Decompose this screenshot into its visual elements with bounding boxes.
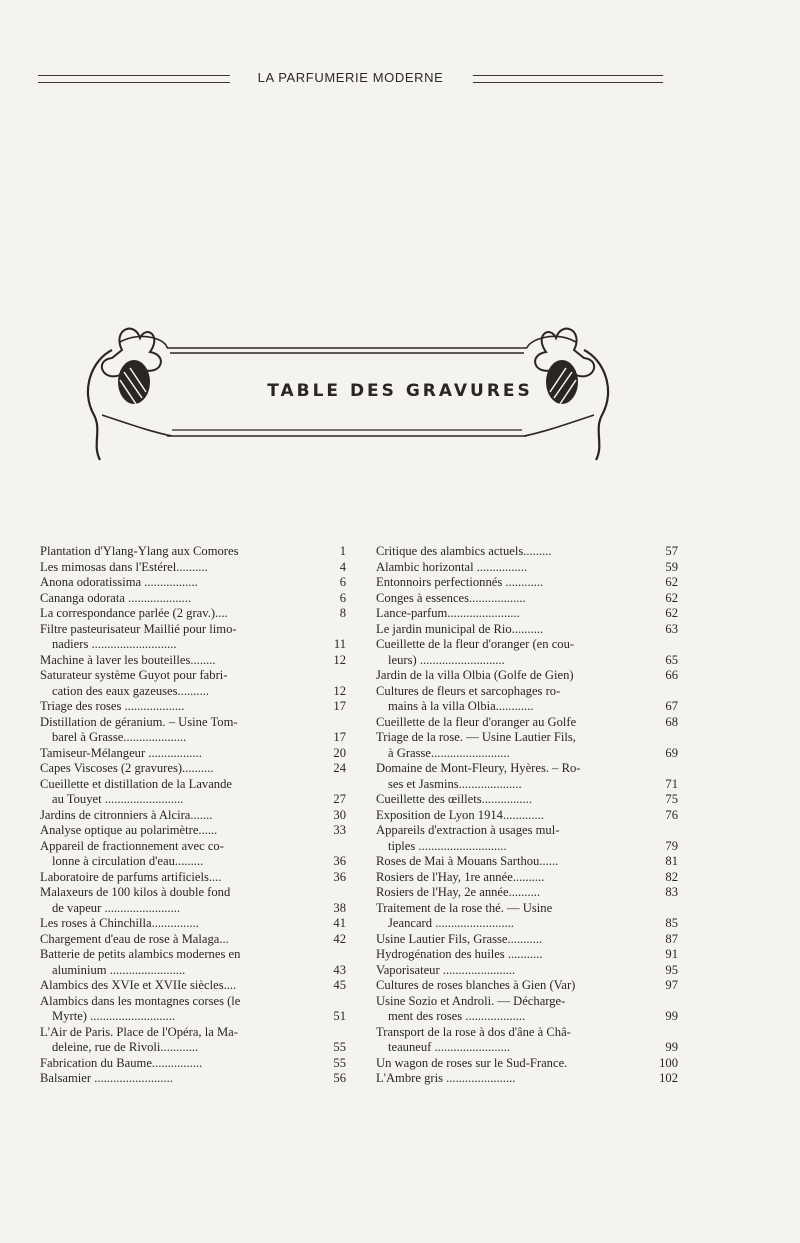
toc-entry-line: Cultures de roses blanches à Gien (Var): [376, 978, 576, 992]
toc-entry-line: Triage de la rose. — Usine Lautier Fils,: [376, 730, 576, 744]
toc-entry-page: 42: [333, 931, 346, 946]
toc-entry: [40, 994, 346, 1025]
toc-entry-page: 71: [665, 776, 678, 791]
toc-entry-title: [376, 901, 642, 932]
toc-entry-line: lonne à circulation d'eau.........: [52, 854, 204, 868]
toc-entry-page: 65: [665, 652, 678, 667]
toc-entry-page: 20: [333, 745, 346, 760]
toc-entry: [376, 715, 678, 731]
toc-entry-page: 75: [665, 792, 678, 806]
section-title: TABLE DES GRAVURES: [267, 381, 533, 401]
toc-entry: [40, 808, 346, 824]
toc-entry-line: Jardins de citronniers à Alcira.......: [40, 807, 213, 822]
toc-entry-line: Appareils d'extraction à usages mul-: [376, 823, 560, 837]
toc-entry-line: Domaine de Mont-Fleury, Hyères. – Ro-: [376, 761, 581, 775]
toc-entry-line: Conges à essences..................: [376, 590, 526, 605]
toc-entry-line: mains à la villa Olbia............: [388, 699, 534, 713]
toc-entry: [40, 653, 346, 669]
toc-entry-title: [40, 560, 310, 576]
toc-entry: [376, 575, 678, 591]
toc-entry-line: Usine Sozio et Androli. — Décharge-: [376, 993, 566, 1008]
toc-entry-title: [376, 1025, 642, 1056]
toc-entry-page: 87: [665, 931, 678, 946]
toc-entry-title: [40, 947, 310, 978]
toc-entry: [40, 1056, 346, 1072]
toc-entry-page: 24: [333, 761, 346, 775]
toc-entry: [376, 1056, 678, 1072]
toc-entry-line: Malaxeurs de 100 kilos à double fond: [40, 885, 231, 899]
toc-entry-page: 97: [665, 978, 678, 992]
toc-entry-page: 4: [339, 559, 346, 574]
toc-entry-title: [40, 916, 310, 932]
toc-entry-page: 99: [665, 1040, 678, 1054]
toc-entry-title: [40, 994, 310, 1025]
toc-entry-title: [40, 653, 310, 669]
toc-entry-page: 55: [333, 1040, 346, 1054]
toc-entry-page: 62: [665, 606, 678, 620]
toc-entry: [376, 870, 678, 886]
toc-entry-page: 55: [333, 1055, 346, 1070]
toc-entry-line: Jeancard .........................: [388, 916, 514, 930]
toc-entry-line: Tamiseur-Mélangeur .................: [40, 745, 202, 760]
toc-entry-line: Machine à laver les bouteilles........: [40, 652, 216, 667]
toc-entry-line: Saturateur système Guyot pour fabri-: [40, 668, 228, 682]
toc-entry-line: teauneuf ........................: [388, 1040, 511, 1054]
toc-entry: [40, 870, 346, 886]
toc-entry-line: Cultures de fleurs et sarcophages ro-: [376, 683, 561, 698]
toc-entry: [376, 668, 678, 684]
toc-entry: [40, 606, 346, 622]
toc-entry: [40, 1025, 346, 1056]
toc-entry-page: 63: [665, 621, 678, 636]
toc-entry-title: [376, 854, 642, 870]
toc-entry-page: 76: [665, 807, 678, 822]
toc-entry: [376, 963, 678, 979]
toc-entry-page: 36: [333, 869, 346, 884]
toc-entry-page: 66: [665, 668, 678, 682]
toc-entry-title: [40, 839, 310, 870]
toc-entry-title: [40, 777, 310, 808]
toc-entry: [40, 622, 346, 653]
toc-entry: [376, 994, 678, 1025]
running-header: [38, 70, 663, 94]
toc-entry-line: La correspondance parlée (2 grav.)....: [40, 606, 228, 620]
toc-entry: [40, 1071, 346, 1087]
toc-entry-line: Analyse optique au polarimètre......: [40, 823, 218, 837]
toc-entry-title: [40, 668, 310, 699]
toc-entry-line: Chargement d'eau de rose à Malaga...: [40, 931, 229, 946]
toc-entry-title: [376, 715, 642, 731]
toc-entry-line: Les roses à Chinchilla...............: [40, 916, 199, 930]
toc-entry-line: de vapeur ........................: [52, 900, 181, 915]
toc-entry-page: 6: [339, 590, 346, 605]
toc-entry-page: 95: [665, 962, 678, 977]
toc-entry: [40, 978, 346, 994]
toc-entry-title: [40, 808, 310, 824]
toc-entry: [376, 606, 678, 622]
toc-entry-line: Le jardin municipal de Rio..........: [376, 621, 544, 636]
toc-entry-page: 38: [333, 900, 346, 915]
toc-entry-line: Fabrication du Baume................: [40, 1055, 203, 1070]
toc-entry: [40, 699, 346, 715]
toc-entry-title: [376, 792, 642, 808]
toc-entry-line: Cueillette et distillation de la Lavande: [40, 776, 232, 791]
toc-entry: [40, 560, 346, 576]
toc-entry-line: Rosiers de l'Hay, 1re année..........: [376, 869, 545, 884]
toc-entry-title: [376, 544, 642, 560]
toc-entry-title: [376, 622, 642, 638]
toc-entry-line: Distillation de géranium. – Usine Tom-: [40, 714, 238, 729]
toc-entry-line: Un wagon de roses sur le Sud-France.: [376, 1055, 568, 1070]
toc-entry-page: 68: [665, 714, 678, 729]
toc-entry: [376, 730, 678, 761]
toc-entry-line: L'Air de Paris. Place de l'Opéra, la Ma-: [40, 1024, 238, 1039]
toc-entry: [376, 761, 678, 792]
toc-entry: [40, 746, 346, 762]
toc-entry-line: Batterie de petits alambics modernes en: [40, 947, 241, 961]
toc-entry: [40, 916, 346, 932]
toc-entry-title: [376, 668, 642, 684]
toc-entry-page: 100: [659, 1055, 678, 1070]
toc-entry-line: Transport de la rose à dos d'âne à Châ-: [376, 1024, 571, 1039]
toc-entry-page: 57: [665, 544, 678, 558]
toc-entry-line: ment des roses ...................: [388, 1009, 526, 1023]
toc-entry-line: à Grasse.........................: [388, 745, 510, 760]
toc-entry: [40, 777, 346, 808]
toc-entry: [376, 591, 678, 607]
toc-entry-page: 83: [665, 885, 678, 899]
toc-entry-line: Lance-parfum.......................: [376, 606, 520, 620]
toc-entry: [40, 885, 346, 916]
toc-entry-title: [40, 1025, 310, 1056]
toc-entry: [40, 761, 346, 777]
toc-entry: [40, 839, 346, 870]
toc-entry-title: [40, 622, 310, 653]
toc-entry-title: [376, 606, 642, 622]
toc-entry: [40, 591, 346, 607]
toc-entry-title: [376, 730, 642, 761]
toc-entry-line: nadiers ...........................: [52, 637, 177, 651]
toc-entry-title: [376, 885, 642, 901]
toc-entry-title: [376, 575, 642, 591]
toc-entry-line: Plantation d'Ylang-Ylang aux Comores: [40, 544, 239, 558]
toc-entry-line: leurs) ...........................: [388, 652, 505, 667]
toc-entry-title: [376, 947, 642, 963]
toc-entry-title: [40, 575, 310, 591]
toc-entry-title: [376, 932, 642, 948]
toc-entry-title: [40, 544, 310, 560]
toc-entry-line: Balsamier .........................: [40, 1071, 173, 1085]
toc-entry-line: Critique des alambics actuels.........: [376, 544, 552, 558]
toc-entry-line: deleine, rue de Rivoli............: [52, 1040, 199, 1054]
left-column: [40, 544, 346, 1087]
toc-entry-line: Rosiers de l'Hay, 2e année..........: [376, 885, 541, 899]
toc-entry: [40, 823, 346, 839]
toc-entry-line: Capes Viscoses (2 gravures)..........: [40, 761, 214, 775]
toc-entry-line: tiples ............................: [388, 838, 507, 853]
toc-entry-page: 43: [333, 962, 346, 977]
toc-entry-line: Cananga odorata ....................: [40, 590, 192, 605]
toc-entry: [376, 637, 678, 668]
toc-entry: [40, 932, 346, 948]
toc-entry-page: 67: [665, 699, 678, 713]
toc-entry-line: Myrte) ...........................: [52, 1009, 176, 1023]
toc-entry-line: Anona odoratissima .................: [40, 575, 198, 589]
toc-entry-page: 81: [665, 854, 678, 868]
toc-entry: [376, 885, 678, 901]
toc-entry-page: 79: [665, 838, 678, 853]
toc-entry-line: Les mimosas dans l'Estérel..........: [40, 559, 208, 574]
toc-entry: [40, 947, 346, 978]
toc-entry: [376, 792, 678, 808]
toc-entry-page: 41: [333, 916, 346, 930]
toc-entry-title: [40, 715, 310, 746]
toc-entry-title: [376, 591, 642, 607]
toc-entry-title: [376, 963, 642, 979]
toc-entry-page: 8: [339, 606, 346, 620]
toc-entry-line: Filtre pasteurisateur Maillié pour limo-: [40, 621, 237, 636]
toc-entry-page: 33: [333, 823, 346, 837]
toc-entry-page: 1: [339, 544, 346, 558]
toc-entry-page: 91: [665, 947, 678, 961]
toc-entry: [376, 932, 678, 948]
toc-entry: [376, 808, 678, 824]
toc-entry-page: 56: [333, 1071, 346, 1085]
toc-entry-line: Roses de Mai à Mouans Sarthou......: [376, 854, 559, 868]
toc-entry: [376, 823, 678, 854]
toc-entry-line: Laboratoire de parfums artificiels....: [40, 869, 222, 884]
toc-entry-page: 85: [665, 916, 678, 930]
toc-entry-title: [40, 1056, 310, 1072]
right-column: [376, 544, 678, 1087]
toc-entry-line: Traitement de la rose thé. — Usine: [376, 900, 553, 915]
toc-entry: [40, 668, 346, 699]
toc-entry-page: 6: [339, 575, 346, 589]
toc-entry: [376, 560, 678, 576]
toc-entry-line: Appareil de fractionnement avec co-: [40, 838, 224, 853]
toc-entry-page: 17: [333, 730, 346, 744]
toc-entry-page: 62: [665, 575, 678, 589]
toc-entry-line: barel à Grasse....................: [52, 730, 187, 744]
toc-entry-line: L'Ambre gris ......................: [376, 1071, 516, 1085]
toc-entry: [376, 1071, 678, 1087]
toc-entry-page: 59: [665, 559, 678, 574]
toc-entry-page: 11: [333, 637, 346, 651]
toc-entry-page: 102: [659, 1071, 678, 1085]
toc-entry: [376, 1025, 678, 1056]
toc-entry-title: [40, 870, 310, 886]
toc-entry: [40, 575, 346, 591]
toc-entry: [376, 544, 678, 560]
toc-entry: [376, 622, 678, 638]
toc-entry-line: au Touyet .........................: [52, 792, 184, 806]
toc-entry-title: [376, 823, 642, 854]
toc-entry: [376, 978, 678, 994]
toc-entry-line: Cueillette des œillets................: [376, 792, 533, 806]
toc-entry-title: [376, 994, 642, 1025]
toc-entry-title: [40, 823, 310, 839]
toc-entry-line: Jardin de la villa Olbia (Golfe de Gien): [376, 668, 574, 682]
toc-entry: [376, 901, 678, 932]
toc-entry-line: Vaporisateur .......................: [376, 962, 516, 977]
toc-entry-page: 45: [333, 978, 346, 992]
toc-entry-page: 17: [333, 699, 346, 713]
toc-entry-page: 27: [333, 792, 346, 806]
toc-entry-title: [40, 699, 310, 715]
toc-entry-page: 82: [665, 869, 678, 884]
toc-entry-page: 12: [333, 683, 346, 698]
toc-entry-page: 62: [665, 590, 678, 605]
toc-entry-title: [376, 637, 642, 668]
toc-entry-line: Exposition de Lyon 1914.............: [376, 807, 544, 822]
toc-entry-line: Entonnoirs perfectionnés ............: [376, 575, 544, 589]
toc-entry-line: ses et Jasmins....................: [388, 776, 522, 791]
toc-entry-page: 69: [665, 745, 678, 760]
toc-entry-title: [40, 978, 310, 994]
toc-entry-line: Alambic horizontal ................: [376, 559, 528, 574]
toc-entry-line: Hydrogénation des huiles ...........: [376, 947, 543, 961]
toc-entry-line: Triage des roses ...................: [40, 699, 185, 713]
toc-entry-line: Cueillette de la fleur d'oranger au Golfe: [376, 714, 577, 729]
toc-entry-page: 99: [665, 1009, 678, 1023]
running-header-title: LA PARFUMERIE MODERNE: [257, 70, 444, 85]
toc-entry-page: 51: [333, 1009, 346, 1023]
toc-entry: [376, 854, 678, 870]
toc-entry-title: [376, 978, 642, 994]
toc-entry: [376, 947, 678, 963]
toc-entry-title: [376, 870, 642, 886]
toc-entry-title: [376, 808, 642, 824]
toc-entry: [40, 715, 346, 746]
toc-entry-line: Cueillette de la fleur d'oranger (en cou-: [376, 637, 575, 651]
toc-entry-title: [40, 932, 310, 948]
toc-entry-title: [40, 591, 310, 607]
toc-entry-title: [40, 606, 310, 622]
toc-entry-title: [40, 885, 310, 916]
toc-entry-title: [376, 684, 642, 715]
toc-entry-page: 12: [333, 652, 346, 667]
toc-entry-title: [376, 560, 642, 576]
toc-entry-title: [376, 761, 642, 792]
toc-entry-title: [376, 1056, 642, 1072]
toc-entry-title: [40, 746, 310, 762]
toc-entry-page: 30: [333, 807, 346, 822]
header-rule-right: [473, 75, 663, 83]
toc-entry: [376, 684, 678, 715]
toc-entry-line: Usine Lautier Fils, Grasse...........: [376, 931, 543, 946]
toc-entry-line: Alambics dans les montagnes corses (le: [40, 993, 241, 1008]
toc-entry-title: [40, 1071, 310, 1087]
toc-entry-title: [40, 761, 310, 777]
toc-entry: [40, 544, 346, 560]
toc-entry-line: aluminium ........................: [52, 962, 186, 977]
toc-entry-page: 36: [333, 854, 346, 868]
toc-entry-title: [376, 1071, 642, 1087]
toc-entry-line: cation des eaux gazeuses..........: [52, 683, 210, 698]
toc-entry-line: Alambics des XVIe et XVIIe siècles....: [40, 978, 237, 992]
